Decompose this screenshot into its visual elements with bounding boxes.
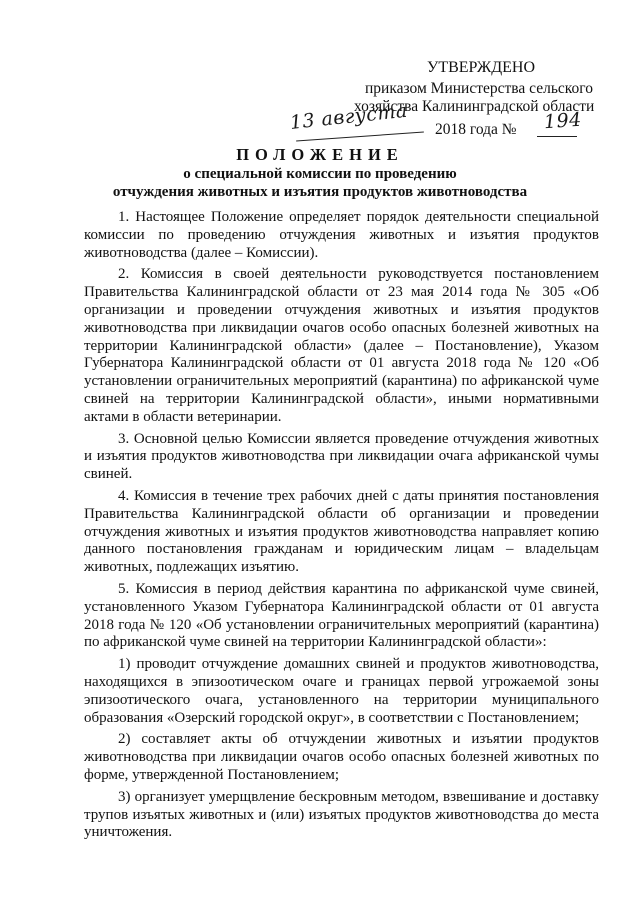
- paragraph-5-item-2: 2) составляет акты об отчуждении животных и изъятии продуктов животноводства при ликвидации очагов особо опасных болезней животных по форме, утвержденной Постановлением;: [84, 731, 599, 783]
- approval-year-text: 2018 года №: [435, 121, 517, 138]
- paragraph-3: 3. Основной целью Комиссии является проведение отчуждения животных и изъятия продуктов животноводства при ликвидации очага африканской чумы свиней.: [84, 430, 599, 483]
- paragraph-2: 2. Комиссия в своей деятельности руководствуется постановлением Правительства Калининградской области от 23 мая 2014 года № 305 «Об организации и проведении отчуждения животных и изъятия продуктов животноводства при ликвидации очагов особо опасных болезней животных на территории Калининградской области» (далее – Постановление), Указом Губернатора Калининградской области от 01 августа 2018 года № 120 «Об установлении ограничительных мероприятий (карантина) по африканской чуме свиней на территории Калининградской области», иными нормативными актами в области ветеринарии.: [84, 266, 599, 425]
- handwritten-order-number: 194: [543, 108, 583, 134]
- document-title-block: [60, 145, 580, 201]
- approval-ministry-line: хозяйства Калининградской области: [354, 98, 595, 115]
- paragraph-5: 5. Комиссия в период действия карантина по африканской чуме свиней, установленного Указом Губернатора Калининградской области от 01 августа 2018 года № 120 «Об установлении ограничительных мероприятий (карантина) по африканской чуме свиней на территории Калининградской области»:: [84, 580, 599, 651]
- order-number-underline: [537, 136, 577, 137]
- approval-order-line: приказом Министерства сельского: [365, 80, 594, 97]
- document-subtitle-line-1: о специальной комиссии по проведению: [183, 166, 457, 182]
- document-subtitle-line-2: отчуждения животных и изъятия продуктов животноводства: [112, 184, 528, 200]
- paragraph-5-item-3: 3) организует умерщвление бескровным методом, взвешивание и доставку трупов изъятых животных и (или) изъятых продуктов животноводства до места уничтожения.: [84, 788, 599, 841]
- date-underline: [296, 132, 424, 142]
- paragraph-1: 1. Настоящее Положение определяет порядок деятельности специальной комиссии по проведению отчуждения животных и изъятия продуктов животноводства (далее – Комиссии).: [84, 209, 599, 261]
- document-title: ПОЛОЖЕНИЕ: [236, 145, 404, 164]
- document-body: [84, 209, 599, 846]
- approved-heading: УТВЕРЖДЕНО: [427, 59, 536, 76]
- handwritten-date: 13 августа: [288, 99, 409, 134]
- paragraph-5-item-1: 1) проводит отчуждение домашних свиней и продуктов животноводства, находящихся в эпизоотическом очаге и границах первой угрожаемой зоны эпизоотического очага, установленного на территории муниципального образования «Озерский городской округ», в соответствии с Постановлением;: [84, 656, 599, 726]
- paragraph-4: 4. Комиссия в течение трех рабочих дней с даты принятия постановления Правительства Калининградской области об организации и проведении отчуждения животных и изъятия продуктов животноводства направляет копию данного постановления гражданам и юридическим лицам – владельцам животных, подлежащих изъятию.: [84, 487, 599, 576]
